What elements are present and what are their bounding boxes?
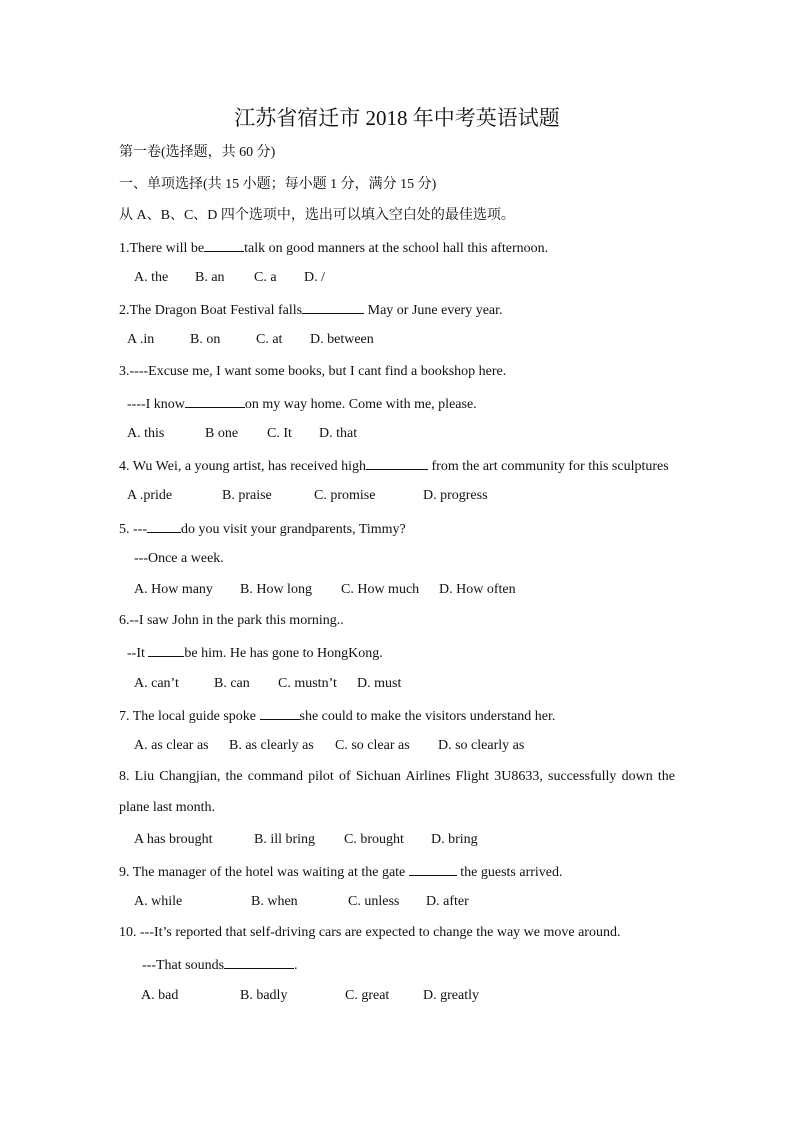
option-d: D. progress (423, 488, 488, 503)
option-a: A. can’t (134, 676, 179, 691)
part-heading: 一、单项选择(共 15 小题；每小题 1 分，满分 15 分) (119, 177, 437, 192)
option-c: C. brought (344, 832, 404, 847)
question-4-stem: 4. Wu Wei, a young artist, has received high from the art community for this sculptures (119, 455, 669, 477)
question-6-stem-line-2: --It be him. He has gone to HongKong. (127, 642, 383, 664)
option-d: D. must (357, 676, 402, 691)
section-heading: 第一卷(选择题，共 60 分) (119, 145, 276, 160)
question-9-stem: 9. The manager of the hotel was waiting at the gate the guests arrived. (119, 861, 563, 883)
option-d: D. How often (439, 582, 516, 597)
option-d: D. greatly (423, 988, 479, 1003)
option-d: D. between (310, 332, 374, 347)
option-b: B. ill bring (254, 832, 316, 847)
option-d: D. bring (431, 832, 478, 847)
option-b: B. as clearly as (229, 738, 314, 753)
option-a: A. while (134, 894, 183, 909)
answer-blank (148, 642, 184, 657)
option-c: C. unless (348, 894, 400, 909)
question-3-stem-line-2: ----I know on my way home. Come with me, please. (127, 393, 477, 415)
question-8-stem-line-2: plane last month. (119, 800, 216, 815)
instruction-text: 从 A、B、C、D 四个选项中，选出可以填入空白处的最佳选项。 (119, 208, 515, 223)
option-a: A. this (127, 426, 165, 441)
option-b: B. can (214, 676, 250, 691)
question-10-stem-line-1: 10. ---It’s reported that self-driving cars are expected to change the way we move around. (119, 925, 621, 940)
option-a: A .pride (127, 488, 173, 503)
question-6-stem-line-1: 6.--I saw John in the park this morning.. (119, 613, 344, 628)
answer-blank (302, 299, 364, 314)
question-8-stem-line-1: 8. Liu Changjian, the command pilot of Sichuan Airlines Flight 3U8633, successfully down the (119, 769, 675, 784)
option-d: D. after (426, 894, 469, 909)
question-2-stem: 2.The Dragon Boat Festival falls May or June every year. (119, 299, 503, 321)
answer-blank (409, 861, 457, 876)
option-a: A. as clear as (134, 738, 209, 753)
option-b: B one (205, 426, 239, 441)
answer-blank (147, 518, 181, 533)
option-a: A. the (134, 270, 169, 285)
option-a: A .in (127, 332, 155, 347)
answer-blank (204, 237, 244, 252)
option-c: C. mustn’t (278, 676, 337, 691)
question-5-stem-line-2: ---Once a week. (134, 551, 224, 566)
option-d: D. / (304, 270, 325, 285)
option-b: B. badly (240, 988, 288, 1003)
option-b: B. on (190, 332, 221, 347)
question-3-stem-line-1: 3.----Excuse me, I want some books, but I cant find a bookshop here. (119, 364, 507, 379)
option-a: A. bad (141, 988, 179, 1003)
option-c: C. a (254, 270, 277, 285)
question-7-stem: 7. The local guide spoke she could to make the visitors understand her. (119, 705, 555, 727)
page-title: 江苏省宿迁市 2018 年中考英语试题 (234, 106, 560, 130)
option-d: D. so clearly as (438, 738, 525, 753)
answer-blank (185, 393, 245, 408)
option-a: A. How many (134, 582, 213, 597)
option-b: B. an (195, 270, 225, 285)
option-c: C. promise (314, 488, 376, 503)
question-1-stem: 1.There will be talk on good manners at the school hall this afternoon. (119, 237, 548, 259)
option-b: B. How long (240, 582, 312, 597)
answer-blank (224, 954, 294, 969)
answer-blank (260, 705, 300, 720)
option-c: C. great (345, 988, 390, 1003)
answer-blank (366, 455, 428, 470)
option-d: D. that (319, 426, 358, 441)
option-b: B. when (251, 894, 298, 909)
option-a: A has brought (134, 832, 213, 847)
option-c: C. at (256, 332, 283, 347)
option-c: C. It (267, 426, 292, 441)
option-c: C. How much (341, 582, 420, 597)
option-c: C. so clear as (335, 738, 410, 753)
option-b: B. praise (222, 488, 272, 503)
question-5-stem-line-1: 5. --- do you visit your grandparents, Timmy? (119, 518, 406, 540)
question-10-stem-line-2: ---That sounds . (142, 954, 298, 976)
